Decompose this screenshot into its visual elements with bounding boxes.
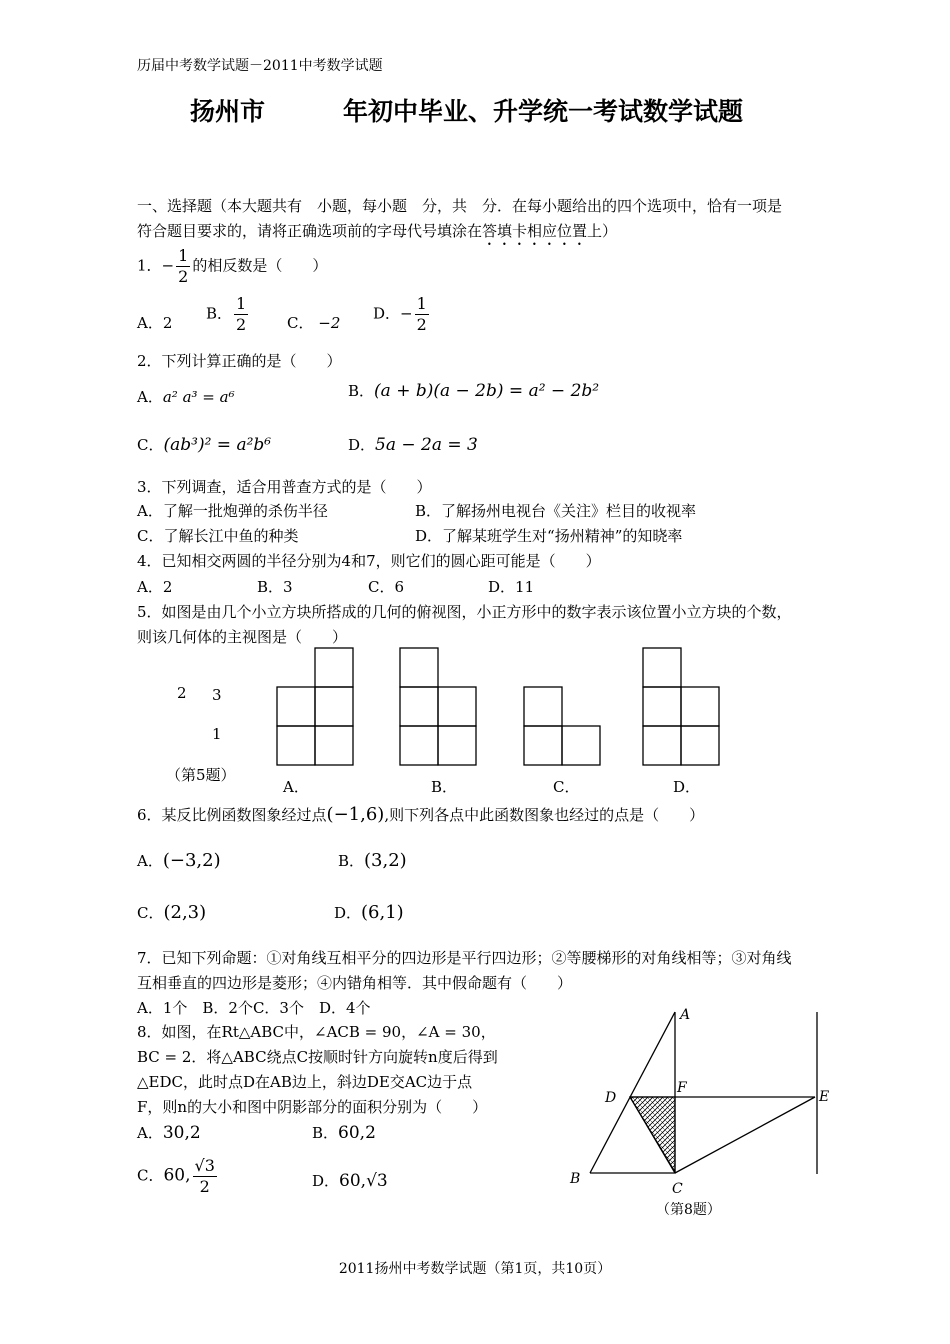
page-footer: 2011扬州中考数学试题（第1页，共10页） <box>338 1261 612 1277</box>
title-main: 年初中毕业、升学统一考试数学试题 <box>343 97 744 126</box>
question-8-line1: 8．如图，在Rt△ABC中，∠ACB = 90，∠A = 30， <box>137 1023 496 1041</box>
q8-caption: （第8题） <box>656 1202 721 1218</box>
q5-grid-number: 1 <box>212 725 222 743</box>
question-4-stem: 4．已知相交两圆的半径分别为4和7，则它们的圆心距可能是（ ） <box>137 552 601 570</box>
q5-figure-c <box>524 687 600 765</box>
page-title <box>190 92 743 128</box>
q1-option-d: D．− $\frac{1}{2}$ <box>373 294 427 334</box>
q2-option-b: B．(a + b)(a − 2b) = a² − 2b² <box>348 381 600 401</box>
question-7-line2: 互相垂直的四边形是菱形；④内错角相等．其中假命题有（ ） <box>137 974 573 992</box>
q5-label-b: B． <box>431 778 458 796</box>
section-intro-line2: 符合题目要求的，请将正确选项前的字母代号填涂在答填卡相应位置上） <box>137 222 618 240</box>
q5-figure-d <box>643 648 719 765</box>
question-6-stem: 6．某反比例函数图象经过点(−1,6),则下列各点中此函数图象也经过的点是（ ） <box>137 804 705 825</box>
label-a: A <box>680 1007 691 1023</box>
q1-option-b: B． $\frac{1}{2}$ <box>206 294 247 334</box>
q8-option-c: C．60, $\frac{√3}{2}$ <box>137 1156 215 1196</box>
q5-grid-number: 3 <box>212 686 222 704</box>
question-1-stem: 1．− $\frac{1}{2}$ 的相反数是（ ） <box>137 246 328 286</box>
question-5-line1: 5．如图是由几个小立方块所搭成的几何的俯视图，小正方形中的数字表示该位置小立方块的个数， <box>137 603 792 621</box>
q6-option-c: C．(2,3) <box>137 902 207 923</box>
q4-option-c: C．6 <box>368 578 405 596</box>
question-8-line2: BC = 2．将△ABC绕点C按顺时针方向旋转n度后得到 <box>137 1048 498 1066</box>
q8-option-d: D．60,√3 <box>312 1171 388 1191</box>
q5-figure-b <box>400 648 476 765</box>
q6-option-b: B．(3,2) <box>338 850 407 871</box>
label-b: B <box>570 1171 581 1187</box>
q5-label-a: A． <box>283 778 309 796</box>
question-3-stem: 3．下列调查，适合用普查方式的是（ ） <box>137 478 432 496</box>
q3-option-a: A．了解一批炮弹的杀伤半径 <box>137 502 328 520</box>
question-7-line1: 7．已知下列命题：①对角线互相平分的四边形是平行四边形；②等腰梯形的对角线相等；③对角线 <box>137 949 792 967</box>
q8-option-a: A．30,2 <box>137 1123 201 1143</box>
q6-option-a: A．(−3,2) <box>137 850 221 871</box>
question-8-line4: F，则n的大小和图中阴影部分的面积分别为（ ） <box>137 1098 488 1116</box>
q5-figure-a <box>277 648 353 765</box>
q5-grid-number: 2 <box>177 684 187 702</box>
q1-option-a: A．2 <box>137 314 173 332</box>
q5-label-d: D． <box>673 778 701 796</box>
q5-label-c: C． <box>553 778 580 796</box>
question-8-line3: △EDC，此时点D在AB边上，斜边DE交AC边于点 <box>137 1073 473 1091</box>
q7-options: A．1个 B．2个C．3个 D．4个 <box>137 999 371 1017</box>
question-5-line2: 则该几何体的主视图是（ ） <box>137 628 348 646</box>
q5-caption: （第5题） <box>166 766 236 784</box>
q8-figure <box>560 1000 850 1225</box>
label-c: C <box>672 1181 683 1197</box>
q3-option-c: C．了解长江中鱼的种类 <box>137 527 299 545</box>
label-f: F <box>677 1080 687 1096</box>
label-e: E <box>819 1089 830 1105</box>
title-city: 扬州市 <box>190 97 266 126</box>
q8-option-b: B．60,2 <box>312 1123 376 1143</box>
q2-option-c: C．(ab³)² = a²b⁶ <box>137 435 272 455</box>
fraction: $\frac{1}{2}$ <box>178 246 189 286</box>
section-intro-line1: 一、选择题（本大题共有 小题，每小题 分，共 分．在每小题给出的四个选项中，恰有一项是 <box>137 197 783 215</box>
q1-option-c: C． −2 <box>287 314 341 332</box>
q3-option-b: B．了解扬州电视台《关注》栏目的收视率 <box>415 502 697 520</box>
q6-option-d: D．(6,1) <box>334 902 404 923</box>
emphasis-text: 答填卡相应位置 <box>482 222 588 240</box>
q2-option-d: D．5a − 2a = 3 <box>348 435 478 455</box>
q4-option-d: D．11 <box>488 578 535 596</box>
q5-figures <box>270 645 740 770</box>
q4-option-a: A．2 <box>137 578 173 596</box>
question-2-stem: 2．下列计算正确的是（ ） <box>137 352 342 370</box>
q4-option-b: B．3 <box>257 578 293 596</box>
label-d: D <box>605 1090 617 1106</box>
page-header: 历届中考数学试题－2011中考数学试题 <box>137 58 383 74</box>
q3-option-d: D．了解某班学生对“扬州精神”的知晓率 <box>415 527 683 545</box>
q2-option-a: A．a² a³ = a⁶ <box>137 388 235 406</box>
segment-ec <box>675 1097 815 1173</box>
